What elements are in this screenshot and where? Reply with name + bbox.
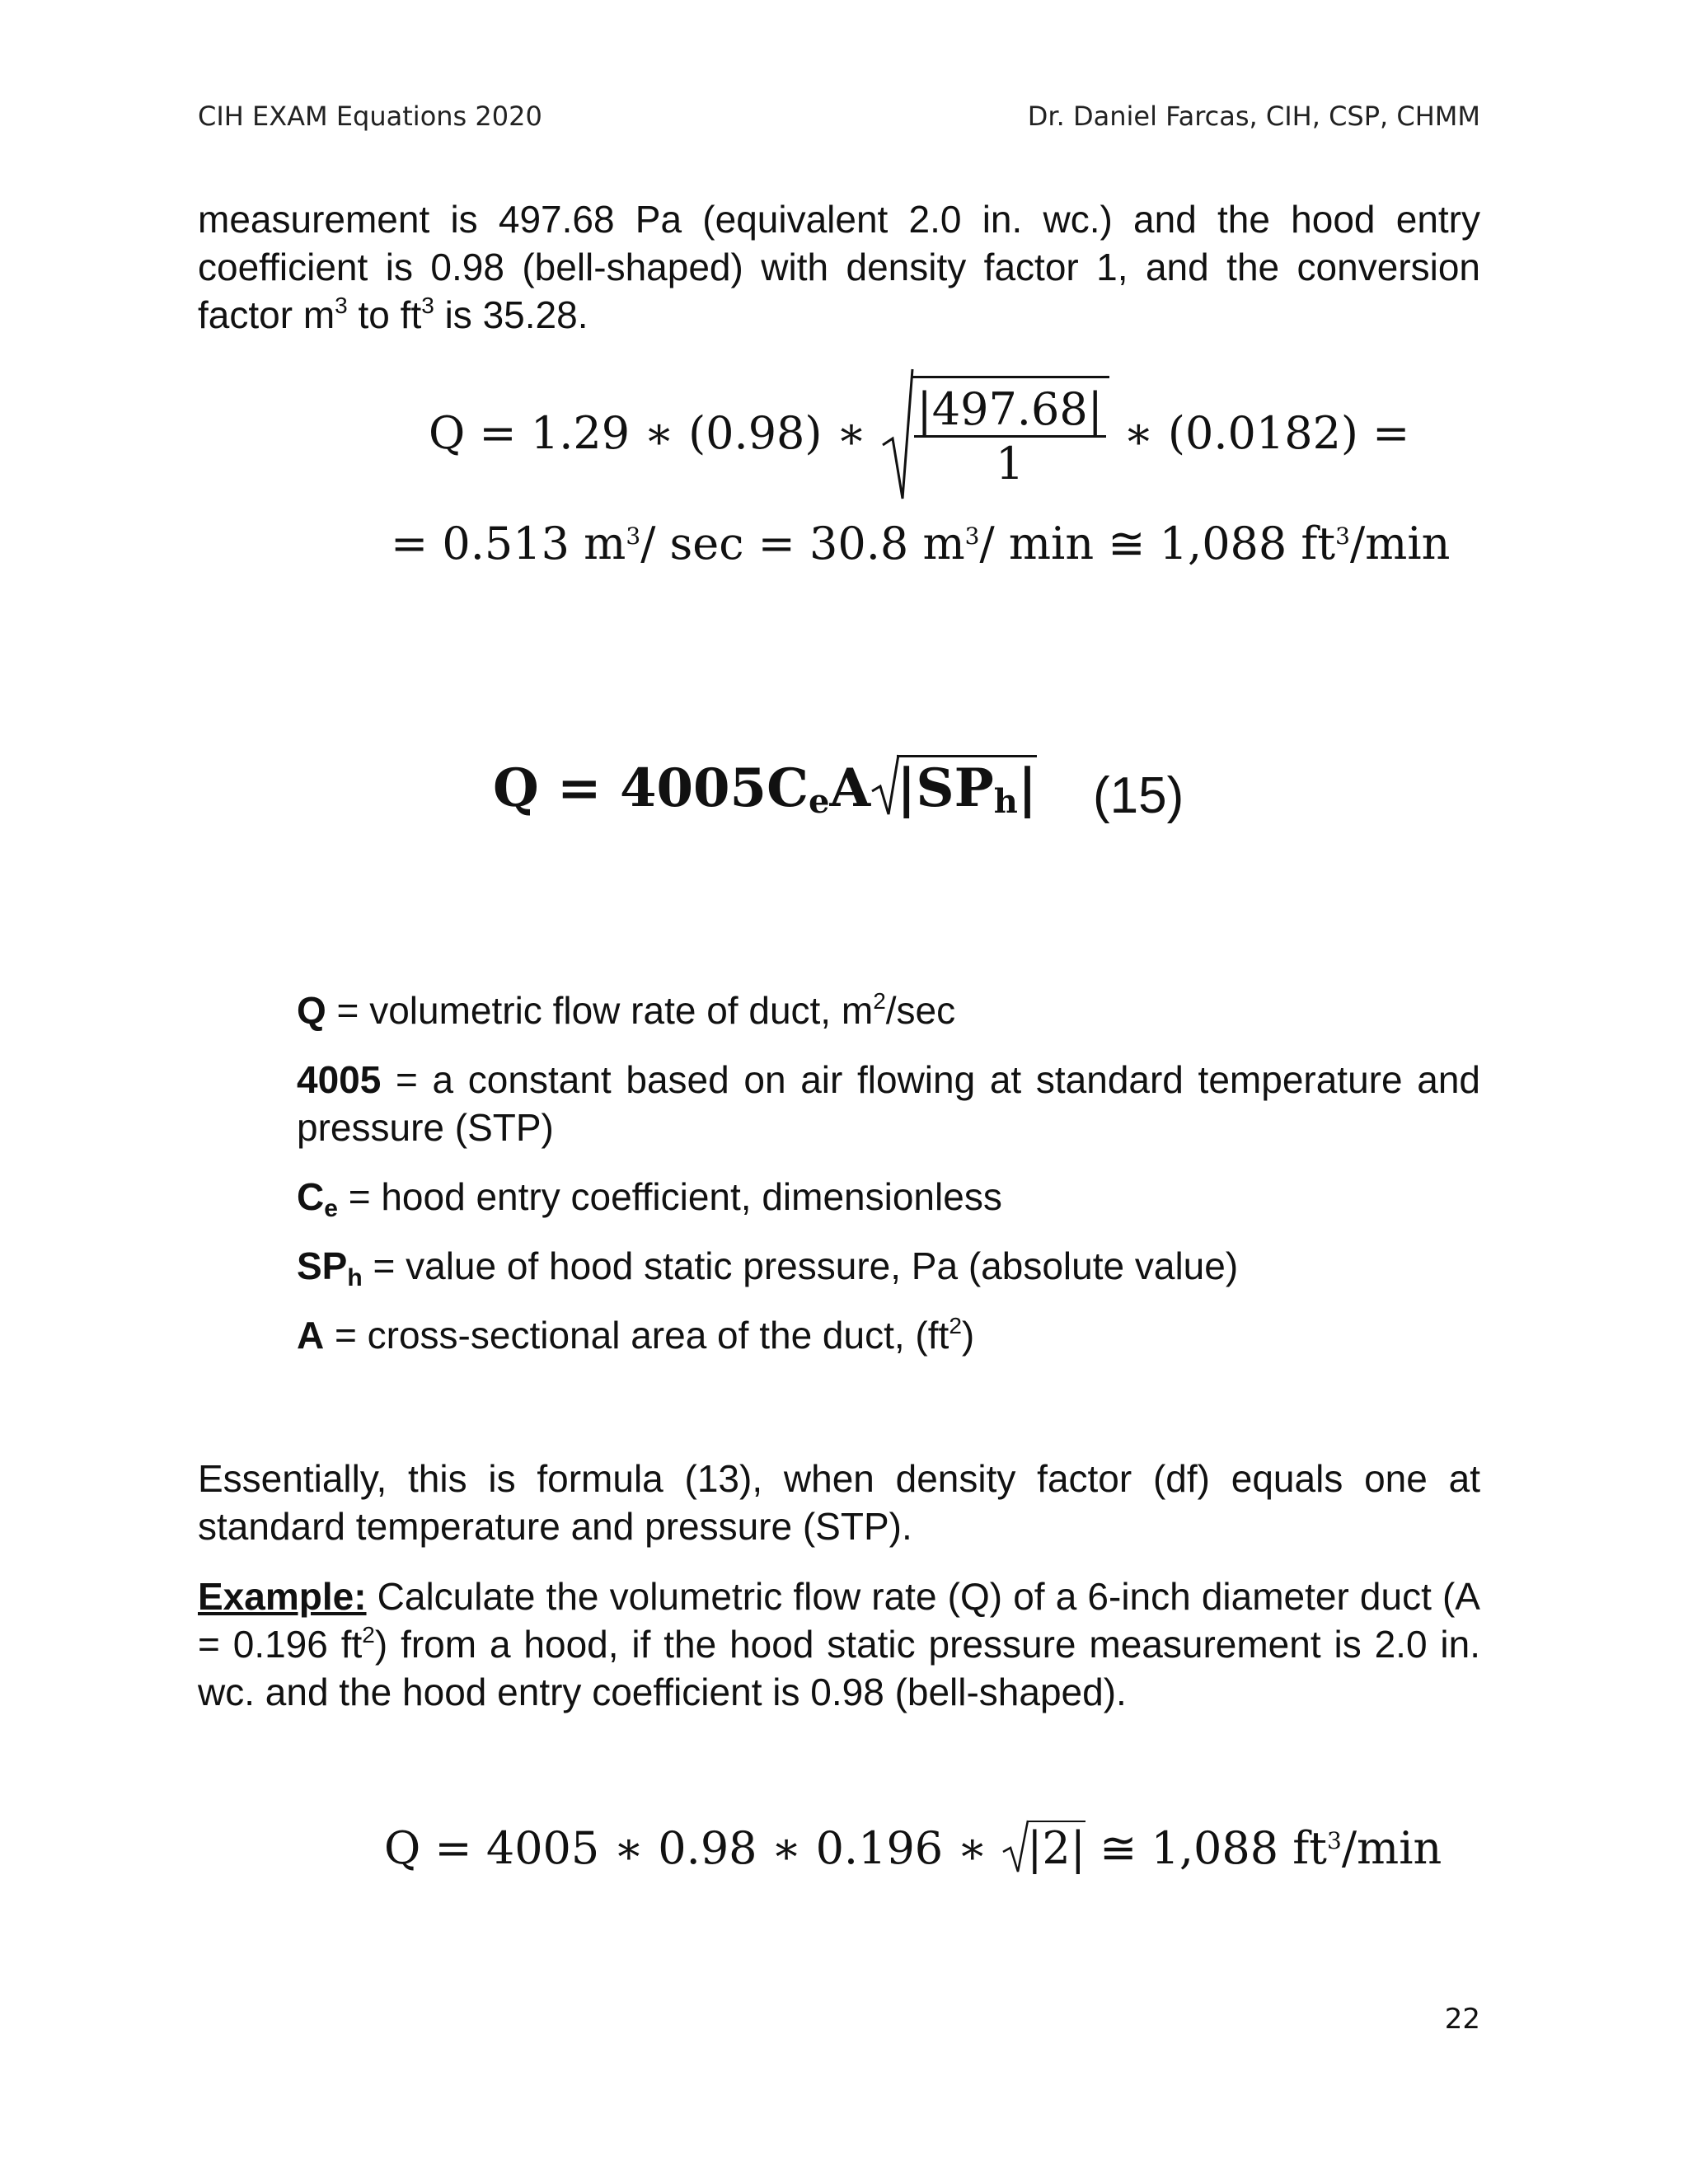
header-right: Dr. Daniel Farcas, CIH, CSP, CHMM <box>1027 101 1480 132</box>
radical-sign-icon <box>881 363 914 503</box>
example-paragraph: Example: Calculate the volumetric flow rate (Q) of a 6-inch diameter duct (A = 0.196 $ft^2$) from a hood, if the hood static pressure measurement is 2.0 in. wc. and the hood entry coefficient is 0.98 (bell-shaped). <box>198 1575 1480 1713</box>
equation-2: = 0.513 $m^3/$ sec = 30.8 $m^3/$ min ≅ 1,088 $ft^3/\min$ <box>391 518 1451 569</box>
equation-1: Q = 1.29 ∗ (0.98) ∗ $\frac{|497.68|}{1}$ ∗ (0.0182) = <box>429 363 1409 503</box>
definition-4005: 4005 = a constant based on air flowing at standard temperature and pressure (STP) <box>297 1058 1480 1149</box>
definition-sph: $SP_h$ = value of hood static pressure, Pa (absolute value) <box>297 1244 1239 1291</box>
essential-paragraph: Essentially, this is formula (13), when density factor (df) equals one at standard temperature and pressure (STP). <box>198 1457 1480 1548</box>
main-equation: $Q = 4005C_eA$ $|SP_h|$ <box>493 752 1037 819</box>
equation-number: (15) <box>1093 767 1184 824</box>
definitions-list <box>297 987 1480 1380</box>
radical-fraction: $\frac{|497.68|}{1}$ <box>911 376 1109 490</box>
definition-ce: $C_e$ = hood entry coefficient, dimensionless <box>297 1175 1002 1222</box>
definition-q: Q = volumetric flow rate of duct, $m^2/\sec$ <box>297 988 956 1032</box>
radical-sign-icon <box>1001 1817 1029 1875</box>
radical-sign-icon <box>870 752 900 818</box>
definition-a: A = cross-sectional area of the duct, $(ft^2)$ <box>297 1313 975 1357</box>
equation-3: Q = 4005 ∗ 0.98 ∗ 0.196 ∗ |2| ≅ 1,088 $ft^3/\min$ <box>384 1817 1442 1875</box>
example-label: Example: <box>198 1575 367 1618</box>
intro-paragraph: measurement is 497.68 Pa (equivalent 2.0 in. wc.) and the hood entry coefficient is 0.98 (bell-shaped) with density factor 1, and the conversion factor $m^3$ to $ft^3$ is 35.28. <box>198 198 1480 336</box>
page-number: 22 <box>1444 2003 1480 2036</box>
header-left: CIH EXAM Equations 2020 <box>198 101 542 132</box>
